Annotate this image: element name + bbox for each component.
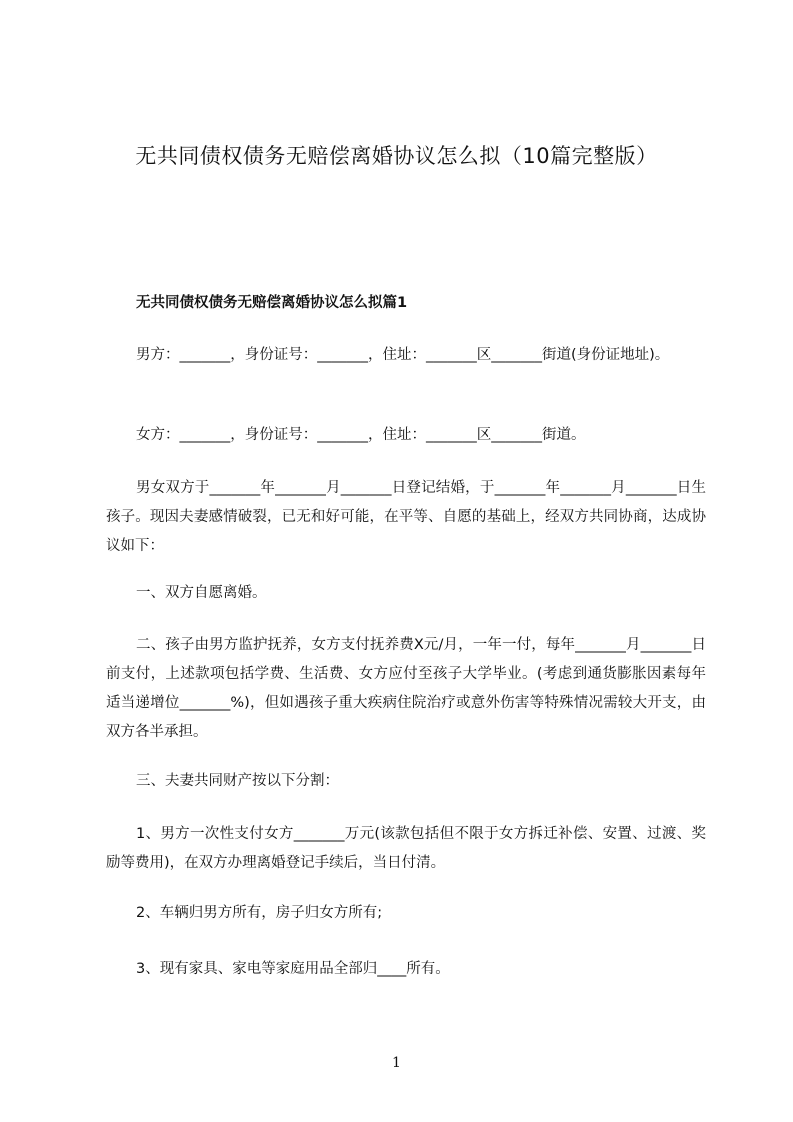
document-title: 无共同债权债务无赔偿离婚协议怎么拟（10篇完整版） xyxy=(135,144,658,168)
paragraph-clause-1: 一、双方自愿离婚。 xyxy=(136,585,267,601)
section-heading: 无共同债权债务无赔偿离婚协议怎么拟篇1 xyxy=(136,295,408,311)
paragraph-item-2: 2、车辆归男方所有，房子归女方所有; xyxy=(136,905,383,921)
page-number: 1 xyxy=(392,1055,401,1071)
paragraph-female-party: 女方：_______，身份证号：_______，住址：_______区_______街道。 xyxy=(136,427,586,443)
paragraph-clause-2: 二、孩子由男方监护抚养，女方支付抚养费X元/月，一年一付，每年_______月_______日前支付，上述款项包括学费、生活费、女方应付至孩子大学毕业。(考虑到通货膨胀因素每年适当递增位_______%)，但如遇孩子重大疾病住院治疗或意外伤害等特殊情况需较大开支，由双方各半承担。 xyxy=(106,637,706,740)
paragraph-male-party: 男方：_______，身份证号：_______，住址：_______区_______街道(身份证地址)。 xyxy=(136,347,670,363)
paragraph-clause-3: 三、夫妻共同财产按以下分割： xyxy=(136,773,339,789)
paragraph-item-1: 1、男方一次性支付女方_______万元(该款包括但不限于女方拆迁补偿、安置、过渡、奖励等费用)，在双方办理离婚登记手续后，当日付清。 xyxy=(106,826,706,871)
paragraph-item-3: 3、现有家具、家电等家庭用品全部归____所有。 xyxy=(136,961,450,977)
paragraph-marriage-info: 男女双方于_______年_______月_______日登记结婚，于_______年_______月_______日生孩子。现因夫妻感情破裂，已无和好可能，在平等、自愿的基础上，经双方共同协商，达成协议如下： xyxy=(106,480,706,554)
